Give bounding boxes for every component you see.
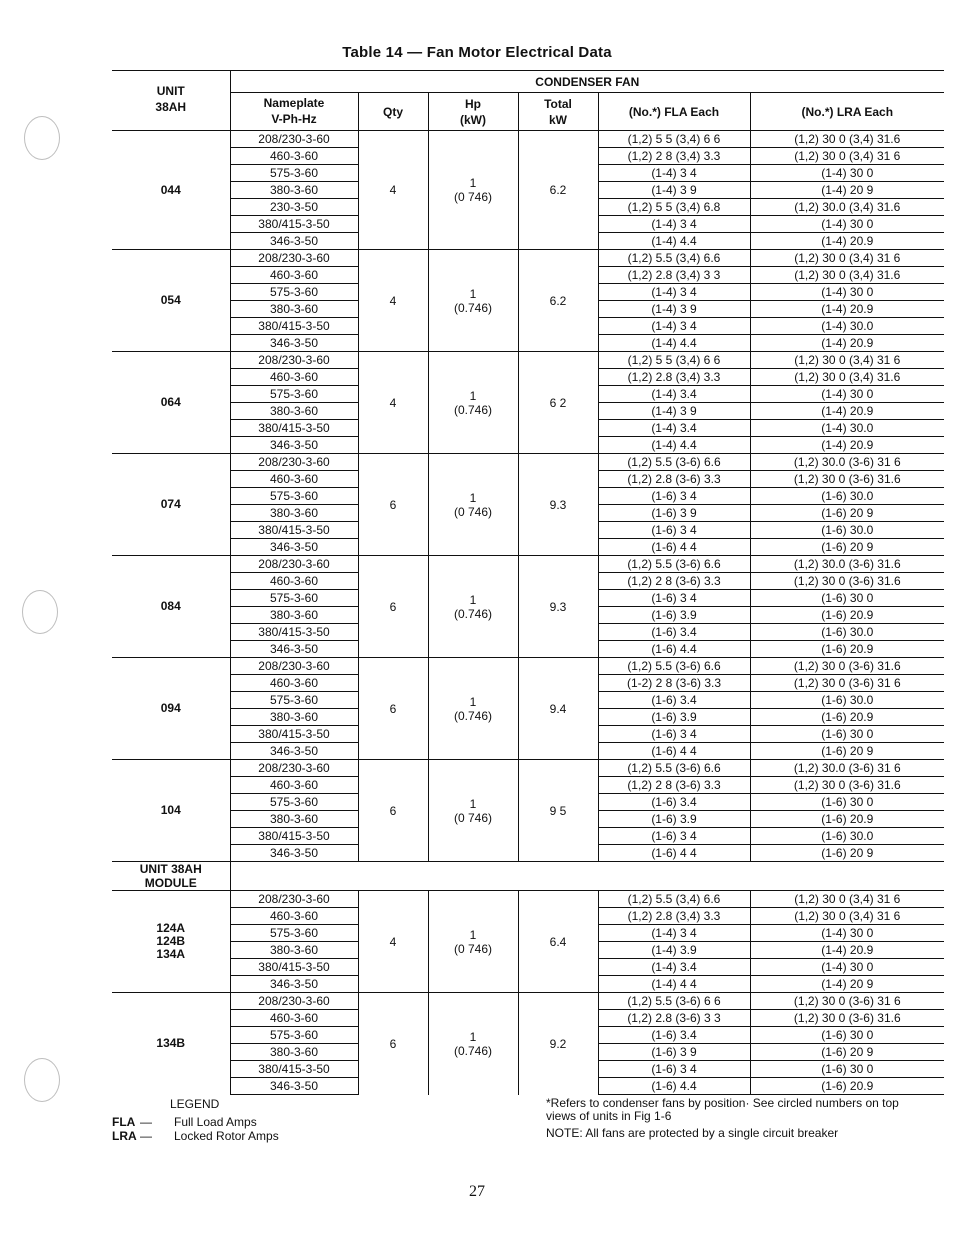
fla-each: (1,2) 5.5 (3-6) 6.6 <box>598 454 750 471</box>
lra-each: (1-6) 20.9 <box>750 811 944 828</box>
nameplate-voltage: 380/415-3-50 <box>230 420 358 437</box>
nameplate-voltage: 208/230-3-60 <box>230 250 358 267</box>
fla-each: (1-4) 3.4 <box>598 386 750 403</box>
fla-each: (1-4) 3 4 <box>598 925 750 942</box>
lra-each: (1-6) 30 0 <box>750 1027 944 1044</box>
nameplate-voltage: 208/230-3-60 <box>230 131 358 148</box>
fla-each: (1,2) 5.5 (3-6) 6.6 <box>598 658 750 675</box>
lra-each: (1-6) 20 9 <box>750 505 944 522</box>
fla-each: (1,2) 2 8 (3-6) 3.3 <box>598 573 750 590</box>
total-kw: 6.2 <box>518 131 598 250</box>
nameplate-voltage: 460-3-60 <box>230 471 358 488</box>
fan-hp: 1 (0 746) <box>428 891 518 993</box>
lra-each: (1,2) 30 0 (3-6) 31.6 <box>750 658 944 675</box>
lra-each: (1,2) 30 0 (3-6) 31.6 <box>750 1010 944 1027</box>
lra-each: (1-4) 20 9 <box>750 976 944 993</box>
lra-each: (1-6) 20.9 <box>750 1078 944 1095</box>
lra-each: (1,2) 30.0 (3-6) 31 6 <box>750 760 944 777</box>
fla-each: (1-4) 4.4 <box>598 335 750 352</box>
total-kw: 6.2 <box>518 250 598 352</box>
fan-hp: 1 (0 746) <box>428 454 518 556</box>
fla-each: (1,2) 2.8 (3,4) 3.3 <box>598 369 750 386</box>
nameplate-voltage: 208/230-3-60 <box>230 891 358 908</box>
lra-each: (1,2) 30 0 (3-6) 31.6 <box>750 471 944 488</box>
lra-each: (1-6) 30.0 <box>750 522 944 539</box>
nameplate-voltage: 460-3-60 <box>230 573 358 590</box>
module-header: UNIT 38AH MODULE <box>112 862 230 891</box>
legend-item <box>112 1129 279 1143</box>
legend-dash: — <box>140 1129 152 1143</box>
legend-abbr: LRA <box>112 1129 137 1143</box>
lra-each: (1,2) 30 0 (3,4) 31 6 <box>750 148 944 165</box>
total-kw: 6 2 <box>518 352 598 454</box>
nameplate-voltage: 380-3-60 <box>230 709 358 726</box>
fla-each: (1-4) 3.4 <box>598 959 750 976</box>
fla-each: (1-6) 3.9 <box>598 709 750 726</box>
unit-model: 094 <box>112 658 230 760</box>
table-row <box>112 131 944 148</box>
nameplate-voltage: 208/230-3-60 <box>230 454 358 471</box>
fla-each: (1-6) 3.4 <box>598 692 750 709</box>
fla-each: (1-4) 3 4 <box>598 216 750 233</box>
fan-hp: 1 (0.746) <box>428 250 518 352</box>
fla-each: (1,2) 5 5 (3,4) 6 6 <box>598 131 750 148</box>
nameplate-voltage: 346-3-50 <box>230 233 358 250</box>
fla-each: (1-6) 3 4 <box>598 1061 750 1078</box>
binder-hole-mark <box>22 590 58 634</box>
nameplate-voltage: 575-3-60 <box>230 386 358 403</box>
fla-each: (1-4) 3 9 <box>598 301 750 318</box>
fan-qty: 4 <box>358 250 428 352</box>
nameplate-voltage: 346-3-50 <box>230 845 358 862</box>
nameplate-voltage: 460-3-60 <box>230 675 358 692</box>
fan-motor-table-container <box>112 70 944 1095</box>
fan-qty: 6 <box>358 760 428 862</box>
fla-each: (1-6) 3 9 <box>598 505 750 522</box>
table-row <box>112 556 944 573</box>
lra-each: (1-4) 20.9 <box>750 301 944 318</box>
fla-each: (1-6) 4 4 <box>598 539 750 556</box>
table-row <box>112 658 944 675</box>
fan-qty: 6 <box>358 993 428 1095</box>
nameplate-voltage: 208/230-3-60 <box>230 556 358 573</box>
nameplate-voltage: 575-3-60 <box>230 794 358 811</box>
fla-each: (1,2) 5.5 (3-6) 6.6 <box>598 556 750 573</box>
nameplate-voltage: 380-3-60 <box>230 403 358 420</box>
lra-each: (1-4) 20.9 <box>750 233 944 250</box>
fla-each: (1-6) 4 4 <box>598 743 750 760</box>
lra-each: (1-4) 30 0 <box>750 165 944 182</box>
lra-each: (1,2) 30 0 (3-6) 31 6 <box>750 993 944 1010</box>
lra-each: (1-6) 30 0 <box>750 794 944 811</box>
lra-each: (1-4) 30 0 <box>750 216 944 233</box>
unit-rows <box>112 131 944 862</box>
legend-title: LEGEND <box>170 1097 220 1111</box>
fla-each: (1,2) 2 8 (3-6) 3.3 <box>598 777 750 794</box>
unit-model: 064 <box>112 352 230 454</box>
fan-hp: 1 (0.746) <box>428 352 518 454</box>
lra-each: (1,2) 30 0 (3,4) 31.6 <box>750 369 944 386</box>
nameplate-voltage: 346-3-50 <box>230 539 358 556</box>
nameplate-voltage: 380-3-60 <box>230 811 358 828</box>
lra-each: (1-4) 20.9 <box>750 437 944 454</box>
lra-each: (1-6) 30.0 <box>750 828 944 845</box>
fla-each: (1,2) 2.8 (3,4) 3.3 <box>598 908 750 925</box>
notes <box>546 1097 926 1140</box>
fla-each: (1,2) 5.5 (3,4) 6.6 <box>598 250 750 267</box>
total-kw: 9.3 <box>518 556 598 658</box>
lra-each: (1-6) 20 9 <box>750 539 944 556</box>
nameplate-voltage: 380/415-3-50 <box>230 318 358 335</box>
nameplate-voltage: 575-3-60 <box>230 488 358 505</box>
fla-each: (1,2) 2.8 (3,4) 3 3 <box>598 267 750 284</box>
fla-each: (1-4) 3 9 <box>598 403 750 420</box>
fan-qty: 4 <box>358 131 428 250</box>
lra-each: (1,2) 30 0 (3-6) 31.6 <box>750 573 944 590</box>
lra-each: (1,2) 30.0 (3-6) 31.6 <box>750 556 944 573</box>
lra-each: (1,2) 30 0 (3,4) 31.6 <box>750 131 944 148</box>
nameplate-voltage: 380-3-60 <box>230 182 358 199</box>
lra-each: (1,2) 30 0 (3,4) 31 6 <box>750 250 944 267</box>
fla-each: (1,2) 2.8 (3-6) 3 3 <box>598 1010 750 1027</box>
nameplate-voltage: 460-3-60 <box>230 267 358 284</box>
total-kw: 9.4 <box>518 658 598 760</box>
legend-item <box>112 1115 279 1129</box>
fla-each: (1,2) 5 5 (3,4) 6 6 <box>598 352 750 369</box>
table-row <box>112 891 944 908</box>
fan-qty: 6 <box>358 454 428 556</box>
module-header-section <box>112 862 944 891</box>
nameplate-voltage: 460-3-60 <box>230 777 358 794</box>
lra-each: (1,2) 30 0 (3,4) 31 6 <box>750 891 944 908</box>
table-title: Table 14 — Fan Motor Electrical Data <box>342 44 612 61</box>
nameplate-voltage: 460-3-60 <box>230 369 358 386</box>
unit-model: 074 <box>112 454 230 556</box>
condenser-fan-header: CONDENSER FAN <box>230 71 944 93</box>
fan-hp: 1 (0 746) <box>428 131 518 250</box>
nameplate-voltage: 380-3-60 <box>230 942 358 959</box>
footnote: *Refers to condenser fans by position· See circled numbers on top views of units in Fig 1-6 <box>546 1096 899 1123</box>
legend-dash: — <box>140 1115 152 1129</box>
total-kw: 9 5 <box>518 760 598 862</box>
lra-each: (1-6) 20.9 <box>750 607 944 624</box>
lra-each: (1-6) 20 9 <box>750 743 944 760</box>
lra-each: (1,2) 30 0 (3-6) 31 6 <box>750 675 944 692</box>
nameplate-voltage: 380-3-60 <box>230 505 358 522</box>
nameplate-voltage: 575-3-60 <box>230 284 358 301</box>
fla-each: (1-4) 4 4 <box>598 976 750 993</box>
nameplate-voltage: 208/230-3-60 <box>230 352 358 369</box>
fan-motor-electrical-data-table <box>112 70 944 1095</box>
unit-model: 134B <box>112 993 230 1095</box>
fla-each: (1-6) 3 9 <box>598 1044 750 1061</box>
nameplate-voltage: 460-3-60 <box>230 1010 358 1027</box>
fla-each: (1-6) 3 4 <box>598 522 750 539</box>
nameplate-voltage: 380-3-60 <box>230 1044 358 1061</box>
unit-model: 104 <box>112 760 230 862</box>
lra-each: (1,2) 30 0 (3,4) 31 6 <box>750 352 944 369</box>
lra-each: (1-6) 30.0 <box>750 692 944 709</box>
table-row <box>112 993 944 1010</box>
nameplate-voltage: 575-3-60 <box>230 590 358 607</box>
fla-each: (1-6) 3.4 <box>598 1027 750 1044</box>
fla-each: (1-6) 3.9 <box>598 811 750 828</box>
fla-each: (1-4) 3 9 <box>598 182 750 199</box>
fla-each: (1,2) 5.5 (3-6) 6.6 <box>598 760 750 777</box>
fla-each: (1-4) 3 4 <box>598 284 750 301</box>
lra-each: (1-4) 30 0 <box>750 959 944 976</box>
lra-each: (1-6) 20.9 <box>750 641 944 658</box>
nameplate-voltage: 208/230-3-60 <box>230 760 358 777</box>
lra-each: (1,2) 30.0 (3-6) 31 6 <box>750 454 944 471</box>
lra-each: (1,2) 30 0 (3,4) 31 6 <box>750 908 944 925</box>
fan-qty: 6 <box>358 556 428 658</box>
nameplate-voltage: 380-3-60 <box>230 301 358 318</box>
fla-header: (No.*) FLA Each <box>598 93 750 131</box>
binder-hole-mark <box>24 116 60 160</box>
fan-hp: 1 (0.746) <box>428 556 518 658</box>
nameplate-voltage: 575-3-60 <box>230 692 358 709</box>
fla-each: (1,2) 5.5 (3-6) 6 6 <box>598 993 750 1010</box>
lra-each: (1-4) 30 0 <box>750 386 944 403</box>
fla-each: (1-6) 4.4 <box>598 1078 750 1095</box>
nameplate-voltage: 575-3-60 <box>230 165 358 182</box>
fla-each: (1-6) 4 4 <box>598 845 750 862</box>
lra-each: (1-6) 30 0 <box>750 1061 944 1078</box>
nameplate-voltage: 575-3-60 <box>230 1027 358 1044</box>
fla-each: (1-4) 3 4 <box>598 165 750 182</box>
fla-each: (1-4) 4.4 <box>598 233 750 250</box>
lra-header: (No.*) LRA Each <box>750 93 944 131</box>
fla-each: (1,2) 5.5 (3,4) 6.6 <box>598 891 750 908</box>
fla-each: (1-6) 4.4 <box>598 641 750 658</box>
fla-each: (1-6) 3.9 <box>598 607 750 624</box>
nameplate-voltage: 346-3-50 <box>230 335 358 352</box>
fla-each: (1,2) 2.8 (3-6) 3.3 <box>598 471 750 488</box>
binder-hole-mark <box>24 1058 60 1102</box>
fla-each: (1-6) 3 4 <box>598 726 750 743</box>
lra-each: (1-6) 20.9 <box>750 709 944 726</box>
lra-each: (1-6) 20 9 <box>750 845 944 862</box>
nameplate-voltage: 380/415-3-50 <box>230 1061 358 1078</box>
unit-model: 054 <box>112 250 230 352</box>
nameplate-voltage: 346-3-50 <box>230 1078 358 1095</box>
unit-model: 084 <box>112 556 230 658</box>
lra-each: (1-6) 30 0 <box>750 726 944 743</box>
fla-each: (1-6) 3 4 <box>598 828 750 845</box>
lra-each: (1-4) 30.0 <box>750 420 944 437</box>
fla-each: (1-4) 3.4 <box>598 420 750 437</box>
nameplate-voltage: 230-3-50 <box>230 199 358 216</box>
lra-each: (1-4) 20.9 <box>750 942 944 959</box>
lra-each: (1-4) 20.9 <box>750 335 944 352</box>
module-rows <box>112 891 944 1095</box>
unit-model: 044 <box>112 131 230 250</box>
nameplate-voltage: 346-3-50 <box>230 976 358 993</box>
lra-each: (1-4) 30 0 <box>750 925 944 942</box>
nameplate-voltage: 380/415-3-50 <box>230 624 358 641</box>
fla-each: (1-4) 3 4 <box>598 318 750 335</box>
nameplate-voltage: 208/230-3-60 <box>230 993 358 1010</box>
lra-each: (1-6) 30.0 <box>750 624 944 641</box>
lra-each: (1-4) 20.9 <box>750 403 944 420</box>
lra-each: (1,2) 30.0 (3,4) 31.6 <box>750 199 944 216</box>
nameplate-voltage: 346-3-50 <box>230 641 358 658</box>
total-kw: 6.4 <box>518 891 598 993</box>
table-row <box>112 454 944 471</box>
fan-hp: 1 (0.746) <box>428 658 518 760</box>
nameplate-header: Nameplate V-Ph-Hz <box>230 93 358 131</box>
fan-qty: 6 <box>358 658 428 760</box>
lra-each: (1-4) 20 9 <box>750 182 944 199</box>
nameplate-voltage: 380/415-3-50 <box>230 522 358 539</box>
lra-each: (1,2) 30 0 (3-6) 31.6 <box>750 777 944 794</box>
unit-model: 124A 124B 134A <box>112 891 230 993</box>
nameplate-voltage: 208/230-3-60 <box>230 658 358 675</box>
fla-each: (1,2) 2 8 (3,4) 3.3 <box>598 148 750 165</box>
table-row <box>112 250 944 267</box>
lra-each: (1-6) 20 9 <box>750 1044 944 1061</box>
fla-each: (1-2) 2 8 (3-6) 3.3 <box>598 675 750 692</box>
legend-text: Locked Rotor Amps <box>174 1129 279 1143</box>
total-kw-header: Total kW <box>518 93 598 131</box>
lra-each: (1,2) 30 0 (3,4) 31.6 <box>750 267 944 284</box>
nameplate-voltage: 380/415-3-50 <box>230 726 358 743</box>
nameplate-voltage: 380/415-3-50 <box>230 828 358 845</box>
fan-qty: 4 <box>358 352 428 454</box>
nameplate-voltage: 380/415-3-50 <box>230 959 358 976</box>
nameplate-voltage: 380-3-60 <box>230 607 358 624</box>
legend-abbr: FLA <box>112 1115 136 1129</box>
hp-header: Hp (kW) <box>428 93 518 131</box>
fla-each: (1-6) 3 4 <box>598 488 750 505</box>
page-number: 27 <box>469 1183 485 1200</box>
lra-each: (1-4) 30.0 <box>750 318 944 335</box>
fan-hp: 1 (0.746) <box>428 993 518 1095</box>
fla-each: (1-6) 3.4 <box>598 794 750 811</box>
nameplate-voltage: 346-3-50 <box>230 743 358 760</box>
fla-each: (1-4) 3.9 <box>598 942 750 959</box>
table-row <box>112 760 944 777</box>
nameplate-voltage: 460-3-60 <box>230 908 358 925</box>
nameplate-voltage: 460-3-60 <box>230 148 358 165</box>
fan-qty: 4 <box>358 891 428 993</box>
nameplate-voltage: 575-3-60 <box>230 925 358 942</box>
legend-text: Full Load Amps <box>174 1115 257 1129</box>
legend <box>112 1097 279 1143</box>
circuit-breaker-note: NOTE: All fans are protected by a single circuit breaker <box>546 1126 839 1140</box>
fla-each: (1-6) 3 4 <box>598 590 750 607</box>
lra-each: (1-6) 30.0 <box>750 488 944 505</box>
fla-each: (1-6) 3.4 <box>598 624 750 641</box>
fla-each: (1-4) 4.4 <box>598 437 750 454</box>
nameplate-voltage: 346-3-50 <box>230 437 358 454</box>
fla-each: (1,2) 5 5 (3,4) 6.8 <box>598 199 750 216</box>
qty-header: Qty <box>358 93 428 131</box>
fan-hp: 1 (0 746) <box>428 760 518 862</box>
table-row <box>112 352 944 369</box>
unit-header: UNIT 38AH <box>112 71 230 131</box>
lra-each: (1-4) 30 0 <box>750 284 944 301</box>
lra-each: (1-6) 30 0 <box>750 590 944 607</box>
total-kw: 9.2 <box>518 993 598 1095</box>
total-kw: 9.3 <box>518 454 598 556</box>
nameplate-voltage: 380/415-3-50 <box>230 216 358 233</box>
